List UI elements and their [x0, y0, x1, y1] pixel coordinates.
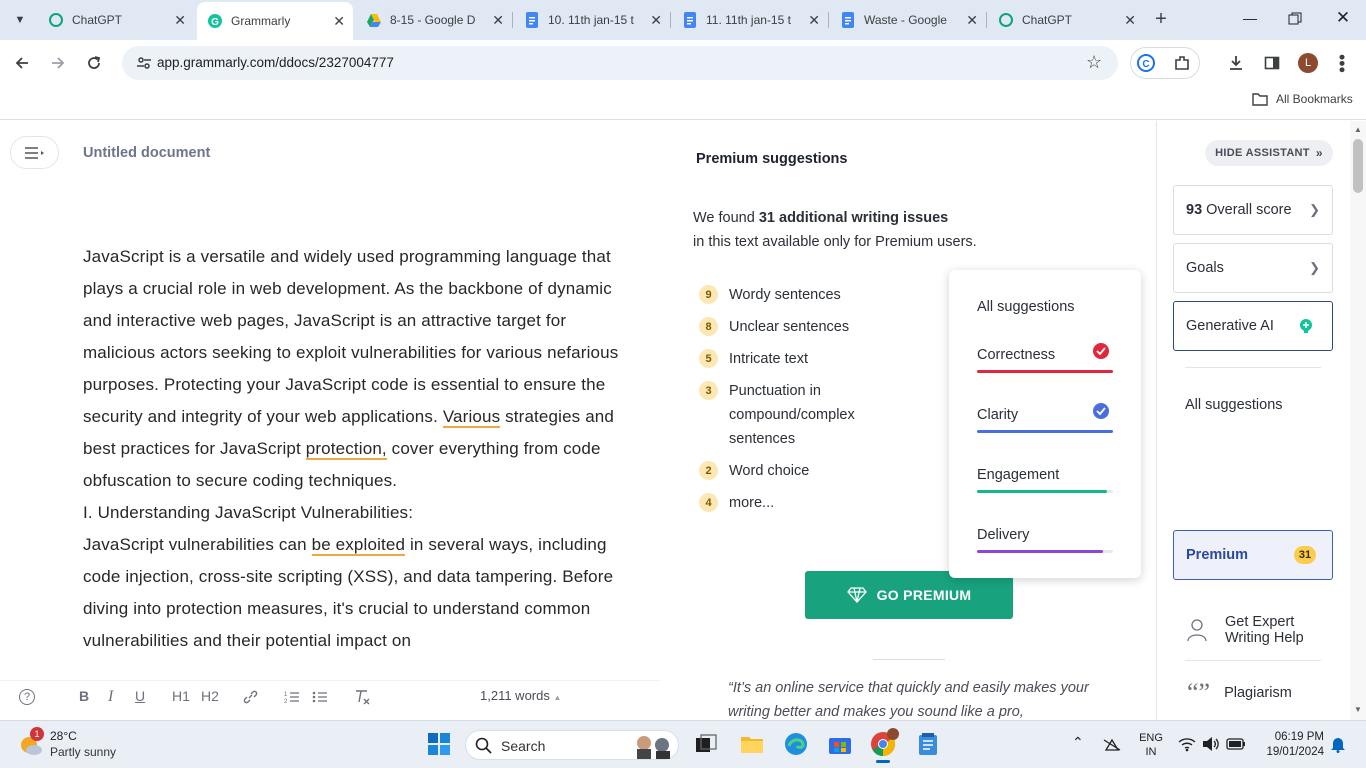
search-icon: [475, 737, 493, 755]
divider: [1185, 367, 1321, 368]
chatgpt-icon: [48, 12, 64, 28]
restore-icon: [1288, 12, 1302, 26]
suggestion-label: Wordy sentences: [729, 287, 841, 303]
chevron-right-icon: ❯: [1309, 202, 1320, 217]
network-off-icon[interactable]: [1102, 736, 1122, 757]
tab-title: 10. 11th jan-15 t: [548, 13, 634, 27]
category-label: Delivery: [977, 527, 1030, 543]
grammarly-extension-icon: [1137, 54, 1155, 72]
tab-strip: [0, 0, 1366, 40]
bulb-icon: [1298, 318, 1314, 338]
store-icon: [828, 733, 852, 755]
score-label: Overall score: [1206, 202, 1292, 218]
chatgpt-icon: [998, 12, 1014, 28]
tab-title: ChatGPT: [1022, 13, 1073, 27]
windows-logo-icon: [427, 732, 451, 756]
quote-icon: “”: [1187, 678, 1211, 707]
tab-search-button[interactable]: [10, 10, 30, 30]
check-circle-icon: [1093, 343, 1109, 363]
overall-score-card[interactable]: [1173, 185, 1333, 235]
bulleted-list-icon[interactable]: [312, 689, 328, 708]
heading1-button[interactable]: H1: [172, 688, 190, 704]
suggestion-count: 9: [699, 285, 718, 304]
grammarly-extension-button[interactable]: [1132, 49, 1160, 77]
close-window-button[interactable]: ✕: [1335, 8, 1351, 27]
download-icon: [1227, 54, 1245, 72]
suggestion-item: [699, 381, 869, 451]
tab-google-docs-10[interactable]: [514, 6, 670, 34]
svg-text:2: 2: [284, 699, 288, 705]
bookmarks-bar: [0, 86, 1366, 120]
heading2-button[interactable]: H2: [201, 688, 219, 704]
link-icon[interactable]: [242, 689, 258, 708]
paragraph-text: cover everything from code obfuscation to secure coding techniques.: [83, 439, 601, 490]
chevron-right-icon: ❯: [1309, 260, 1320, 275]
minimize-button[interactable]: —: [1243, 10, 1257, 26]
premium-heading: Premium suggestions: [696, 151, 848, 167]
paragraph-text: JavaScript vulnerabilities can: [83, 535, 312, 554]
tab-chatgpt-2[interactable]: [988, 6, 1144, 34]
all-bookmarks-button[interactable]: [1252, 92, 1353, 106]
suggestion-underline[interactable]: protection,: [305, 439, 387, 458]
goals-card[interactable]: [1173, 243, 1333, 293]
suggestion-label: Word choice: [729, 463, 810, 479]
site-info-icon[interactable]: [136, 55, 152, 76]
clock-date: 19/01/2024: [1266, 746, 1324, 758]
forward-arrow-icon: [50, 55, 66, 71]
paragraph-text: JavaScript is a versatile and widely used programming language that plays a crucial role in web development. As the backbone of dynamic and interactive web pages, JavaScript is an attractive target for malicious actors seeking to exploit vulnerabilities for various nefarious purposes. Protecting your JavaScript code is essential to ensure the security and integrity of your web applications.: [83, 247, 619, 426]
extensions-button[interactable]: [1168, 49, 1196, 77]
close-icon[interactable]: ✕: [808, 12, 820, 28]
store-button[interactable]: [826, 730, 854, 758]
close-icon[interactable]: ✕: [492, 12, 504, 28]
paragraph-text: strategies and best practices for JavaScript: [83, 407, 615, 458]
section-heading: I. Understanding JavaScript Vulnerabilities:: [83, 503, 414, 522]
suggestion-label: Intricate text: [729, 351, 808, 367]
clarity-bar: [977, 430, 1113, 433]
tab-title: 8-15 - Google D: [390, 13, 476, 27]
reload-icon: [86, 55, 102, 71]
tab-google-drive[interactable]: [356, 6, 512, 34]
check-circle-icon: [1093, 403, 1109, 423]
google-docs-icon: [682, 12, 698, 28]
delivery-bar: [977, 550, 1103, 553]
document-title[interactable]: Untitled document: [83, 145, 211, 161]
task-view-button[interactable]: [692, 730, 720, 758]
google-docs-icon: [840, 12, 856, 28]
google-drive-icon: [366, 12, 382, 28]
downloads-button[interactable]: [1222, 49, 1250, 77]
tab-chatgpt-1[interactable]: [38, 6, 194, 34]
go-premium-button[interactable]: [805, 571, 1013, 619]
suggestion-count: 4: [699, 493, 718, 512]
weather-condition: Partly sunny: [50, 745, 117, 759]
tab-google-docs-11[interactable]: [672, 6, 828, 34]
underline-button[interactable]: U: [135, 688, 146, 704]
tab-waste-docs[interactable]: [830, 6, 986, 34]
double-chevron-right-icon: »: [1315, 146, 1323, 160]
weather-widget[interactable]: [18, 726, 128, 764]
svg-text:C: C: [1142, 59, 1150, 70]
suggestion-label: Unclear sentences: [729, 319, 850, 335]
suggestion-count: 5: [699, 349, 718, 368]
svg-text:G: G: [211, 17, 219, 28]
clock-time: 06:19 PM: [1274, 731, 1324, 743]
search-highlight-image-icon: [634, 731, 674, 759]
found-prefix: We found: [693, 210, 759, 226]
suggestion-underline[interactable]: be exploited: [311, 535, 406, 554]
plagiarism-link[interactable]: [1187, 678, 1292, 707]
volume-icon[interactable]: [1202, 736, 1220, 757]
bold-button[interactable]: B: [79, 688, 90, 704]
suggestions-filter-popup: [949, 270, 1141, 578]
side-panel-icon: [1264, 55, 1280, 71]
url-text[interactable]: app.grammarly.com/ddocs/2327004777: [157, 55, 394, 70]
tab-title: Waste - Google: [864, 13, 947, 27]
bookmark-star-icon[interactable]: ☆: [1086, 52, 1103, 72]
document-body[interactable]: [83, 241, 623, 673]
numbered-list-icon[interactable]: [284, 689, 300, 708]
tab-title: 11. 11th jan-15 t: [706, 13, 791, 27]
task-view-icon: [695, 734, 717, 754]
edge-icon: [784, 732, 808, 756]
category-delivery[interactable]: [977, 527, 1113, 543]
active-app-indicator: [876, 760, 890, 763]
profile-avatar[interactable]: L: [1298, 53, 1318, 73]
found-suffix: in this text available only for Premium users.: [693, 234, 977, 250]
chrome-profile-badge: [887, 728, 899, 740]
browser-menu-button[interactable]: [1328, 49, 1356, 77]
plagiarism-label: Plagiarism: [1224, 685, 1292, 701]
language-indicator[interactable]: [1138, 731, 1164, 759]
start-button[interactable]: [425, 730, 453, 758]
folder-icon: [1252, 92, 1268, 106]
category-correctness[interactable]: [977, 347, 1113, 363]
notepad-icon: [917, 732, 939, 756]
close-icon[interactable]: ✕: [650, 12, 662, 28]
premium-label: Premium: [1186, 547, 1249, 563]
taskbar-search[interactable]: [465, 730, 679, 760]
hamburger-menu-icon: [24, 146, 46, 160]
correctness-bar: [977, 370, 1113, 373]
suggestion-item: [699, 285, 841, 305]
tab-divider: [670, 12, 671, 28]
close-icon[interactable]: ✕: [174, 12, 186, 28]
notification-bell-icon[interactable]: [1330, 735, 1346, 758]
word-count[interactable]: [480, 688, 561, 703]
tab-divider: [828, 12, 829, 28]
suggestion-item: [699, 349, 808, 369]
side-panel-button[interactable]: [1258, 49, 1286, 77]
premium-found-text: [693, 206, 1013, 254]
category-label: Correctness: [977, 347, 1056, 363]
category-label: Clarity: [977, 407, 1019, 423]
more-suggestions-link[interactable]: [699, 493, 774, 513]
caret-up-icon: ▲: [553, 693, 562, 702]
goals-label: Goals: [1186, 260, 1224, 276]
forward-button[interactable]: [44, 49, 72, 77]
editor-formatting-toolbar: [0, 680, 660, 714]
google-docs-icon: [524, 12, 540, 28]
search-placeholder: Search: [501, 738, 546, 754]
restore-button[interactable]: [1288, 12, 1302, 26]
scrollbar-thumb[interactable]: [1353, 139, 1363, 193]
notepad-button[interactable]: [914, 730, 942, 758]
suggestion-item: [699, 461, 809, 481]
region-code: IN: [1145, 746, 1157, 758]
help-icon[interactable]: ?: [19, 689, 35, 705]
tab-title: ChatGPT: [72, 13, 123, 27]
reload-button[interactable]: [80, 49, 108, 77]
svg-text:1: 1: [284, 692, 288, 698]
back-arrow-icon: [14, 55, 30, 71]
clear-formatting-icon[interactable]: [354, 689, 370, 708]
clock[interactable]: [1254, 730, 1324, 760]
chevron-down-icon: ▼: [14, 14, 26, 26]
hide-assistant-button[interactable]: [1205, 140, 1333, 166]
tab-grammarly[interactable]: [197, 2, 353, 40]
category-engagement[interactable]: [977, 467, 1113, 483]
testimonial-quote: “It’s an online service that quickly and easily makes your writing better and makes you sound like a pro,: [728, 680, 1089, 720]
popup-title[interactable]: All suggestions: [977, 299, 1075, 315]
diamond-icon: [847, 587, 867, 603]
show-hidden-icons-button[interactable]: ⌃: [1072, 734, 1084, 750]
tab-title: Grammarly: [231, 14, 291, 28]
suggestion-count: 3: [699, 381, 718, 400]
expert-person-icon: [1185, 617, 1211, 643]
edge-button[interactable]: [782, 730, 810, 758]
suggestion-count: 8: [699, 317, 718, 336]
italic-button[interactable]: I: [108, 688, 114, 705]
divider: [873, 659, 945, 660]
tab-divider: [512, 12, 513, 28]
file-explorer-button[interactable]: [738, 730, 766, 758]
suggestion-count: 2: [699, 461, 718, 480]
puzzle-icon: [1173, 54, 1191, 72]
weather-badge: 1: [30, 727, 44, 741]
hide-assistant-label: HIDE ASSISTANT: [1215, 147, 1310, 159]
suggestion-underline[interactable]: Various: [442, 407, 501, 426]
generative-ai-card[interactable]: [1173, 301, 1333, 351]
word-count-label: 1,211 words: [480, 688, 550, 703]
scroll-up-arrow-icon[interactable]: ▲: [1354, 125, 1362, 134]
go-premium-label: GO PREMIUM: [876, 587, 972, 603]
expert-help-link[interactable]: [1185, 608, 1335, 652]
paragraph-text: in several ways, including code injection, cross-site scripting (XSS), and data tampering. Before diving into protection measures, it's crucial to understand common vulnerabilities and their potential impact on: [83, 535, 614, 650]
score-value: 93: [1186, 202, 1203, 218]
wifi-icon[interactable]: [1178, 736, 1196, 757]
expert-help-label: Get Expert Writing Help: [1225, 614, 1304, 646]
back-button[interactable]: [8, 49, 36, 77]
category-clarity[interactable]: [977, 407, 1113, 423]
temperature: 28°C: [50, 729, 77, 743]
close-icon[interactable]: ✕: [966, 12, 978, 28]
kebab-menu-icon: •••: [1332, 53, 1352, 73]
premium-count-badge: 31: [1294, 546, 1316, 564]
suggestion-label: Punctuation in compound/complex sentences: [729, 383, 855, 447]
scroll-down-arrow-icon[interactable]: ▼: [1354, 705, 1362, 714]
suggestion-label: more...: [729, 495, 775, 511]
engagement-bar: [977, 490, 1107, 493]
premium-card[interactable]: [1173, 530, 1333, 580]
document-menu-button[interactable]: [10, 136, 59, 169]
folder-icon: [740, 734, 764, 754]
divider: [1185, 660, 1321, 661]
found-issues-count: 31 additional writing issues: [758, 210, 949, 226]
page-scrollbar[interactable]: [1350, 121, 1366, 720]
all-suggestions-link[interactable]: All suggestions: [1185, 397, 1283, 413]
close-icon[interactable]: ✕: [1124, 12, 1136, 28]
tab-divider: [986, 12, 987, 28]
suggestion-item: [699, 317, 849, 337]
language-code: ENG: [1139, 732, 1163, 744]
address-bar[interactable]: [122, 46, 1118, 80]
close-icon[interactable]: ✕: [333, 13, 345, 29]
all-bookmarks-label: All Bookmarks: [1276, 92, 1353, 106]
generative-ai-label: Generative AI: [1186, 318, 1274, 334]
grammarly-icon: [207, 13, 223, 29]
new-tab-button[interactable]: +: [1155, 8, 1167, 30]
battery-icon[interactable]: [1226, 737, 1246, 756]
category-label: Engagement: [977, 467, 1060, 483]
